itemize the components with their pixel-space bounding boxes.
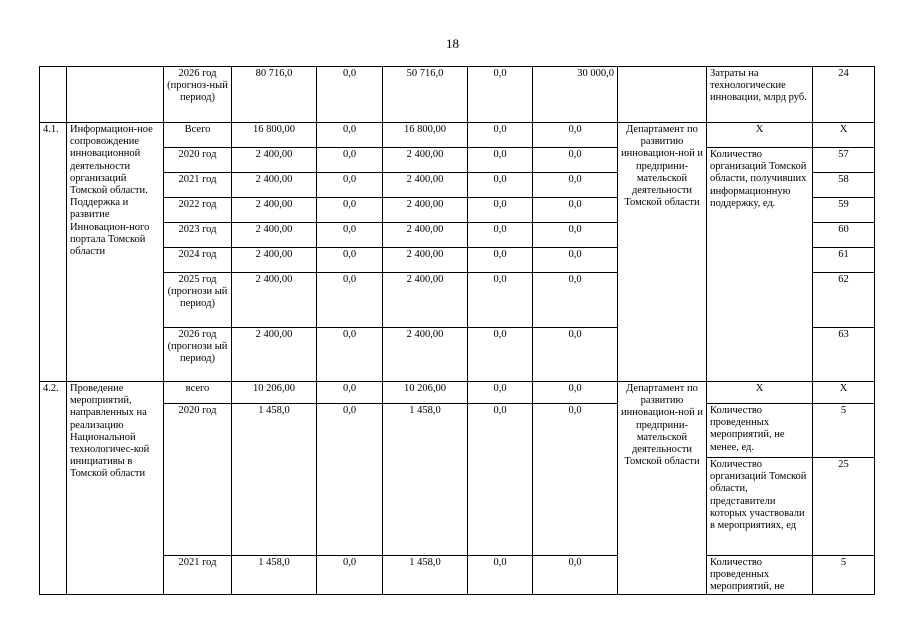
- value-other: 0,0: [533, 273, 618, 328]
- code-cell: 25: [813, 458, 875, 556]
- year-cell: 2020 год: [164, 404, 232, 556]
- value-other: 0,0: [533, 123, 618, 148]
- value-local: 0,0: [468, 248, 533, 273]
- year-cell: 2024 год: [164, 248, 232, 273]
- year-cell: 2022 год: [164, 198, 232, 223]
- code-cell: 60: [813, 223, 875, 248]
- indicator-cell: Количество проведенных мероприятий, не: [707, 556, 813, 595]
- indicator-cell: Затраты на технологические инновации, млрд руб.: [707, 67, 813, 123]
- value-other: 0,0: [533, 148, 618, 173]
- num-cell: [40, 67, 67, 123]
- value-local: 0,0: [468, 556, 533, 595]
- year-cell: Всего: [164, 123, 232, 148]
- code-cell: 59: [813, 198, 875, 223]
- code-cell: X: [813, 123, 875, 148]
- code-cell: 61: [813, 248, 875, 273]
- value-total: 2 400,00: [232, 198, 317, 223]
- value-total: 16 800,00: [232, 123, 317, 148]
- department-cell: [618, 67, 707, 123]
- value-other: 0,0: [533, 404, 618, 556]
- code-cell: 5: [813, 404, 875, 458]
- value-local: 0,0: [468, 123, 533, 148]
- value-local: 0,0: [468, 67, 533, 123]
- section-title: Информацион-ное сопровождение инновационной деятельности организаций Томской области. Поддержка и развитие Инновацион-ного портала Томской области: [67, 123, 164, 382]
- section-title: Проведение мероприятий, направленных на реализацию Национальной технологичес-кой инициативы в Томской области: [67, 382, 164, 595]
- value-federal: 0,0: [317, 328, 383, 382]
- program-table: [39, 66, 875, 595]
- value-regional: 10 206,00: [383, 382, 468, 404]
- value-regional: 2 400,00: [383, 148, 468, 173]
- value-local: 0,0: [468, 198, 533, 223]
- value-regional: 2 400,00: [383, 223, 468, 248]
- value-other: 0,0: [533, 198, 618, 223]
- code-cell: 57: [813, 148, 875, 173]
- indicator-cell: X: [707, 382, 813, 404]
- value-federal: 0,0: [317, 67, 383, 123]
- value-other: 0,0: [533, 556, 618, 595]
- value-total: 1 458,0: [232, 404, 317, 556]
- code-cell: X: [813, 382, 875, 404]
- value-other: 0,0: [533, 173, 618, 198]
- value-other: 0,0: [533, 382, 618, 404]
- value-local: 0,0: [468, 273, 533, 328]
- value-local: 0,0: [468, 173, 533, 198]
- table-row: [40, 382, 875, 404]
- table-row: [40, 556, 875, 595]
- indicator-cell: Количество проведенных мероприятий, не менее, ед.: [707, 404, 813, 458]
- year-cell: 2021 год: [164, 556, 232, 595]
- value-other: 0,0: [533, 223, 618, 248]
- value-total: 2 400,00: [232, 223, 317, 248]
- year-cell: 2020 год: [164, 148, 232, 173]
- code-cell: 24: [813, 67, 875, 123]
- value-regional: 2 400,00: [383, 198, 468, 223]
- value-regional: 2 400,00: [383, 273, 468, 328]
- table-row: [40, 123, 875, 148]
- year-cell: 2026 год (прогноз-ный период): [164, 67, 232, 123]
- value-total: 10 206,00: [232, 382, 317, 404]
- table-row: [40, 148, 875, 173]
- value-federal: 0,0: [317, 148, 383, 173]
- value-local: 0,0: [468, 148, 533, 173]
- year-cell: всего: [164, 382, 232, 404]
- value-local: 0,0: [468, 382, 533, 404]
- department-cell: Департамент по развитию инновацион-ной и предприни-мательской деятельности Томской области: [618, 123, 707, 382]
- table-row: [40, 404, 875, 458]
- value-total: 2 400,00: [232, 148, 317, 173]
- value-federal: 0,0: [317, 404, 383, 556]
- year-cell: 2021 год: [164, 173, 232, 198]
- indicator-cell: X: [707, 123, 813, 148]
- value-regional: 1 458,0: [383, 404, 468, 556]
- value-federal: 0,0: [317, 123, 383, 148]
- value-other: 0,0: [533, 328, 618, 382]
- section-number: 4.2.: [40, 382, 67, 595]
- value-federal: 0,0: [317, 273, 383, 328]
- title-cell: [67, 67, 164, 123]
- value-local: 0,0: [468, 223, 533, 248]
- value-regional: 2 400,00: [383, 328, 468, 382]
- value-federal: 0,0: [317, 198, 383, 223]
- value-federal: 0,0: [317, 556, 383, 595]
- value-total: 2 400,00: [232, 173, 317, 198]
- value-federal: 0,0: [317, 223, 383, 248]
- year-cell: 2023 год: [164, 223, 232, 248]
- value-total: 2 400,00: [232, 248, 317, 273]
- page-number: 18: [446, 36, 459, 51]
- value-local: 0,0: [468, 328, 533, 382]
- value-total: 1 458,0: [232, 556, 317, 595]
- code-cell: 5: [813, 556, 875, 595]
- value-other: 0,0: [533, 248, 618, 273]
- value-regional: 2 400,00: [383, 248, 468, 273]
- year-cell: 2025 год (прогнози ый период): [164, 273, 232, 328]
- department-cell: Департамент по развитию инновацион-ной и предприни-мательской деятельности Томской области: [618, 382, 707, 595]
- value-regional: 2 400,00: [383, 173, 468, 198]
- value-regional: 50 716,0: [383, 67, 468, 123]
- value-regional: 1 458,0: [383, 556, 468, 595]
- section-number: 4.1.: [40, 123, 67, 382]
- value-other: 30 000,0: [533, 67, 618, 123]
- code-cell: 58: [813, 173, 875, 198]
- indicator-cell: Количество организаций Томской области, представители которых участвовали в мероприятиях, ед: [707, 458, 813, 556]
- value-local: 0,0: [468, 404, 533, 556]
- value-total: 2 400,00: [232, 328, 317, 382]
- value-total: 80 716,0: [232, 67, 317, 123]
- value-regional: 16 800,00: [383, 123, 468, 148]
- code-cell: 63: [813, 328, 875, 382]
- value-total: 2 400,00: [232, 273, 317, 328]
- value-federal: 0,0: [317, 382, 383, 404]
- code-cell: 62: [813, 273, 875, 328]
- value-federal: 0,0: [317, 248, 383, 273]
- indicator-cell: Количество организаций Томской области, получивших информационную поддержку, ед.: [707, 148, 813, 382]
- table-row-top: [40, 67, 875, 123]
- value-federal: 0,0: [317, 173, 383, 198]
- year-cell: 2026 год (прогнози ый период): [164, 328, 232, 382]
